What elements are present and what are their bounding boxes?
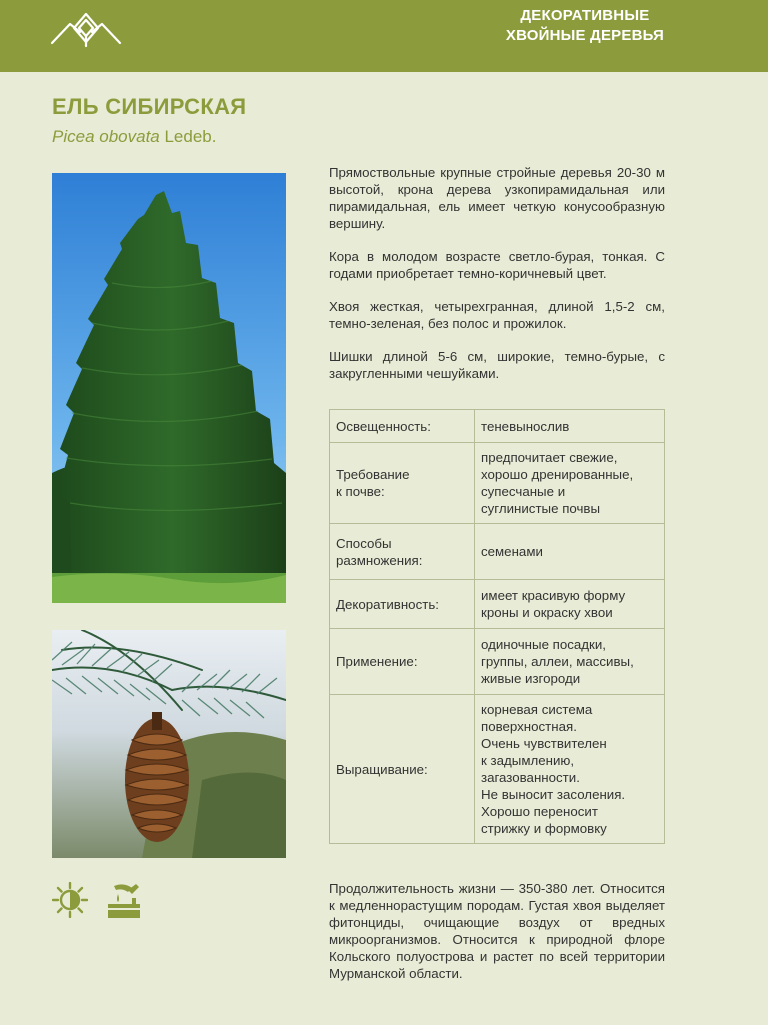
spruce-cone-photo — [52, 630, 286, 858]
table-row — [330, 524, 665, 580]
section-title-line1: ДЕКОРАТИВНЫЕ — [520, 7, 650, 24]
description-paragraph: Хвоя жесткая, четырехгранная, длиной 1,5-2 см, темно-зеленая, без полос и прожилок. — [329, 299, 665, 331]
property-value: одиночные посадки, группы, аллеи, массивы, живые изгороди — [475, 629, 665, 695]
property-value: семенами — [475, 524, 665, 580]
watering-can-icon — [106, 882, 142, 920]
property-value: имеет красивую форму кроны и окраску хвои — [475, 580, 665, 629]
footer-text: Продолжительность жизни — 350-380 лет. Относится к медленнорастущим породам. Густая хвоя выделяет фитонциды, очищающие воздух от вредных микроорганизмов. Относится к природной флоре Кольского полуострова и растет по всей территории Мурманской области. — [329, 881, 665, 981]
table-row — [330, 695, 665, 844]
description — [329, 164, 665, 398]
property-value: корневая система поверхностная. Очень чувствителен к задымлению, загазованности. Не выносит засоления. Хорошо переносит стрижку и формовку — [475, 695, 665, 844]
header-bar — [0, 0, 768, 72]
latin-name — [52, 127, 216, 147]
page-title: ЕЛЬ СИБИРСКАЯ — [52, 94, 247, 119]
description-paragraph: Шишки длиной 5-6 см, широкие, темно-бурые, с закругленными чешуйками. — [329, 349, 665, 381]
half-shade-sun-icon — [52, 882, 88, 918]
table-row — [330, 580, 665, 629]
property-value: теневынослив — [475, 410, 665, 443]
latin-species: Picea obovata — [52, 127, 160, 146]
section-title — [506, 6, 664, 46]
description-paragraph: Кора в молодом возрасте светло-бурая, тонкая. С годами приобретает темно-коричневый цвет. — [329, 249, 665, 281]
property-value: предпочитает свежие, хорошо дренированные, супесчаные и суглинистые почвы — [475, 443, 665, 524]
table-row — [330, 629, 665, 695]
property-key: Выращивание: — [330, 695, 475, 844]
property-key: Применение: — [330, 629, 475, 695]
properties-table — [329, 409, 665, 844]
section-title-line2: ХВОЙНЫЕ ДЕРЕВЬЯ — [505, 27, 664, 44]
spruce-tree-photo — [52, 173, 286, 603]
property-key: Требование к почве: — [330, 443, 475, 524]
mountain-tree-logo-icon — [50, 10, 122, 50]
table-row — [330, 443, 665, 524]
property-key: Способы размножения: — [330, 524, 475, 580]
property-key: Декоративность: — [330, 580, 475, 629]
table-row — [330, 410, 665, 443]
property-key: Освещенность: — [330, 410, 475, 443]
description-paragraph: Прямоствольные крупные стройные деревья 20-30 м высотой, крона дерева узкопирамидальная или пирамидальная, ель имеет четкую конусообразную вершину. — [329, 165, 665, 231]
latin-author: Ledeb. — [159, 127, 217, 146]
